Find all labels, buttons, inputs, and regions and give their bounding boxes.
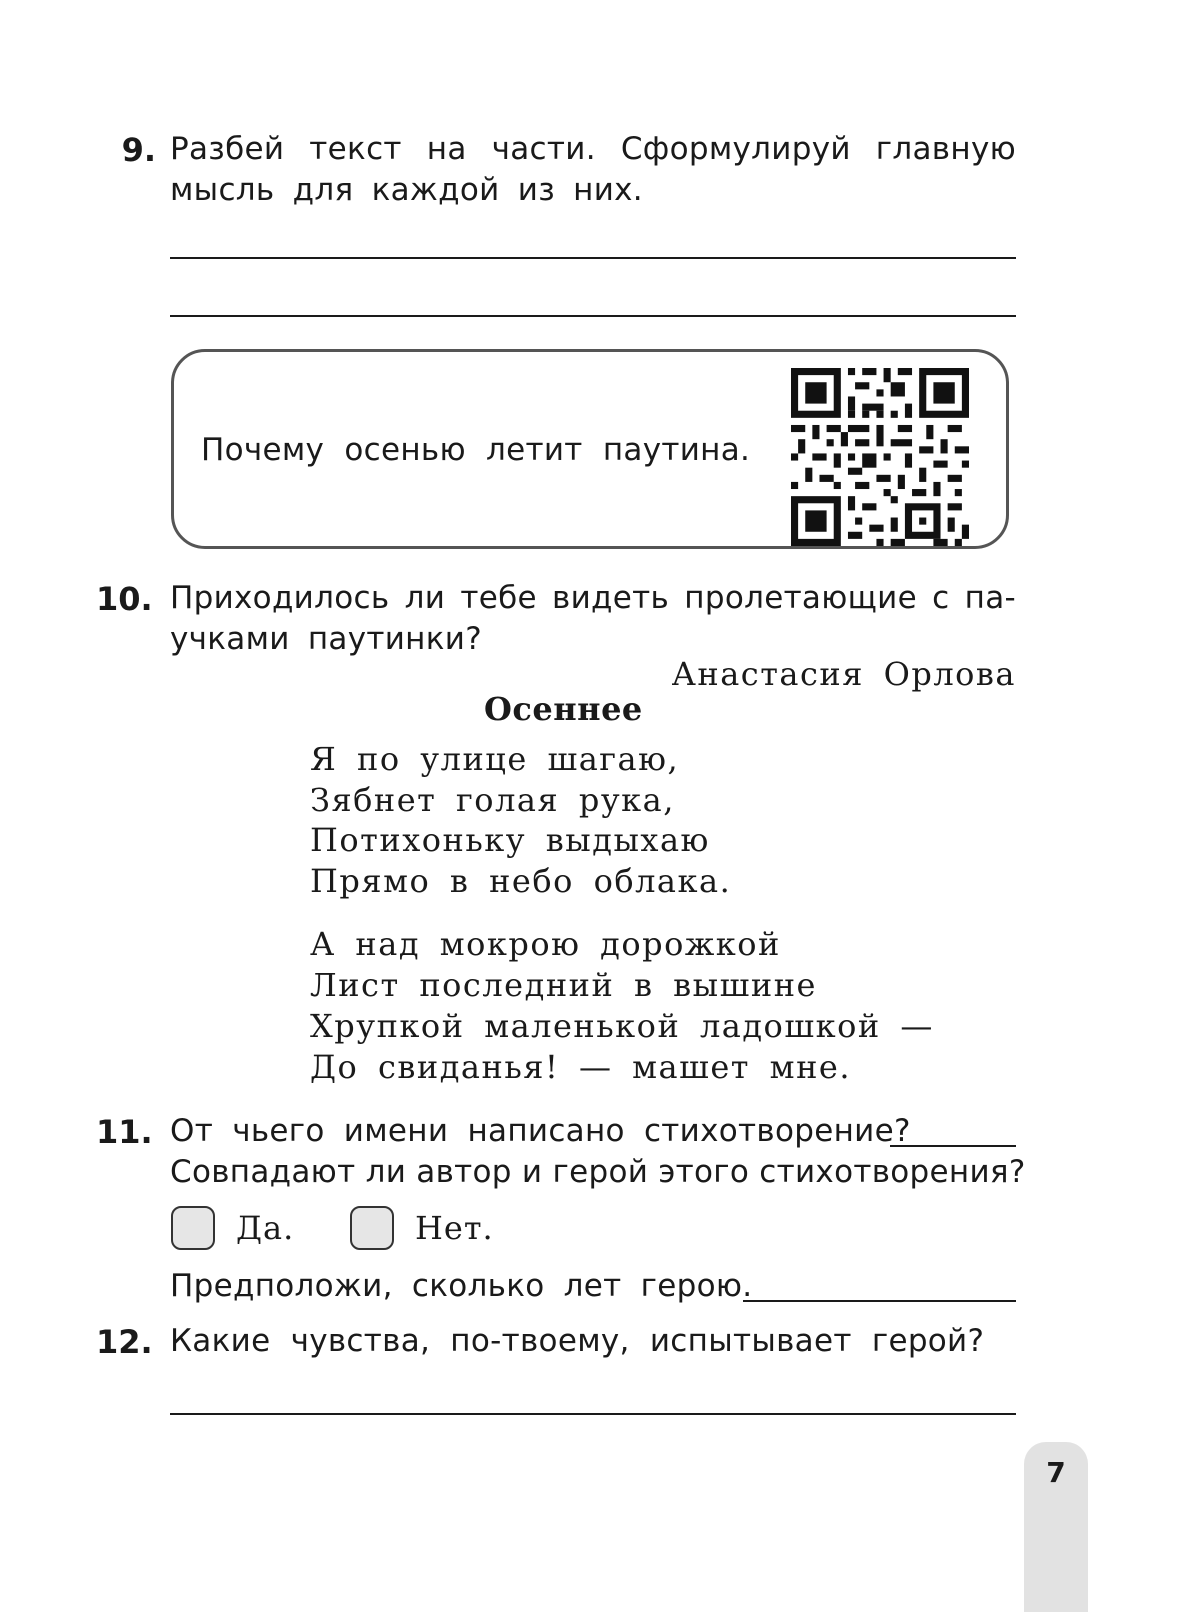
- option-yes-label: Да.: [236, 1209, 295, 1247]
- answer-line[interactable]: [170, 257, 1016, 259]
- question-9-text-line-2: мысль для каждой из них.: [170, 172, 643, 208]
- checkbox-no[interactable]: [350, 1206, 394, 1250]
- question-10-number: 10.: [96, 580, 153, 618]
- option-no-label: Нет.: [415, 1209, 494, 1247]
- question-12-number: 12.: [96, 1323, 153, 1361]
- poem-line: Прямо в небо облака.: [310, 862, 732, 900]
- poem-line: Я по улице шагаю,: [310, 740, 680, 778]
- question-11-text-line-2: Совпадают ли автор и герой этого стихотворения?: [170, 1154, 1026, 1190]
- page-number: 7: [1046, 1456, 1066, 1489]
- question-10-text-line-2: учками паутинки?: [170, 621, 482, 657]
- question-9-number: 9.: [121, 131, 156, 169]
- question-9-text-line-1: Разбей текст на части. Сформулируй главную: [170, 131, 1016, 167]
- poem-line: Лист последний в вышине: [310, 966, 817, 1004]
- poem-line: Зябнет голая рука,: [310, 781, 675, 819]
- qr-code-icon[interactable]: [790, 368, 970, 546]
- checkbox-yes[interactable]: [171, 1206, 215, 1250]
- question-10-text-line-1: Приходилось ли тебе видеть пролетающие с па-: [170, 580, 1016, 616]
- info-box-text: Почему осенью летит паутина.: [201, 432, 751, 468]
- question-11-number: 11.: [96, 1113, 153, 1151]
- poem-line: Потихоньку выдыхаю: [310, 821, 710, 859]
- answer-line[interactable]: [170, 1413, 1016, 1415]
- info-box: [171, 349, 1009, 549]
- poem-line: Хрупкой маленькой ладошкой —: [310, 1007, 934, 1045]
- poem-author: Анастасия Орлова: [671, 655, 1016, 693]
- question-12-text-line-1: Какие чувства, по-твоему, испытывает герой?: [170, 1323, 985, 1359]
- question-11-text-line-1: От чьего имени написано стихотворение?: [170, 1113, 911, 1149]
- poem-title: Осеннее: [484, 690, 643, 728]
- poem-line: До свиданья! — машет мне.: [310, 1048, 851, 1086]
- question-11-text-line-3: Предположи, сколько лет герою.: [170, 1268, 753, 1304]
- answer-line[interactable]: [890, 1145, 1016, 1147]
- poem-line: А над мокрою дорожкой: [310, 925, 781, 963]
- answer-line[interactable]: [170, 315, 1016, 317]
- answer-line[interactable]: [743, 1300, 1016, 1302]
